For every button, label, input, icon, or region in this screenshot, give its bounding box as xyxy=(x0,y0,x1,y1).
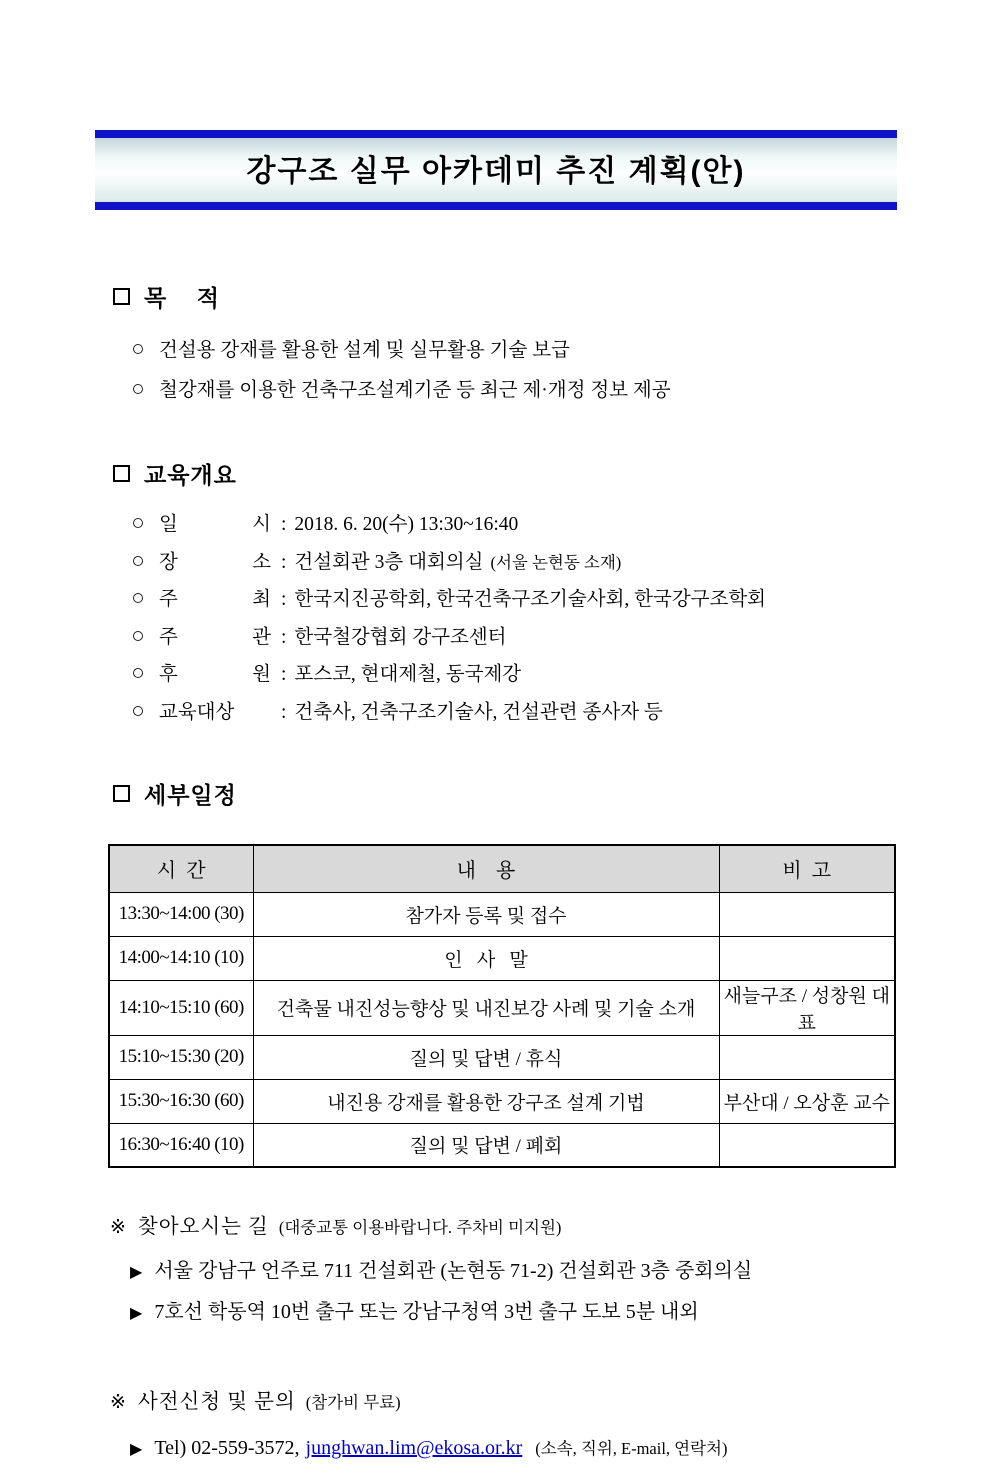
kv-value: 2018. 6. 20(수) 13:30~16:40 xyxy=(294,514,519,535)
schedule-remark xyxy=(719,892,895,936)
kv-colon: : xyxy=(281,626,287,648)
directions-title: 찾아오시는 길 xyxy=(137,1216,269,1238)
section-directions xyxy=(110,1210,897,1333)
kv-colon: : xyxy=(281,551,287,573)
schedule-time: 16:30~16:40 (10) xyxy=(109,1123,253,1167)
kv-value: 한국철강협회 강구조센터 xyxy=(294,626,507,648)
list-item xyxy=(133,331,897,371)
kv-colon: : xyxy=(281,514,287,535)
circle-bullet-icon xyxy=(133,344,143,354)
circle-bullet-icon xyxy=(133,518,143,528)
kv-label-part: 원 xyxy=(252,664,271,685)
schedule-content: 참가자 등록 및 접수 xyxy=(253,892,719,936)
section-overview xyxy=(95,457,897,731)
schedule-col-content: 내 용 xyxy=(253,845,719,892)
reference-mark-icon: ※ xyxy=(110,1392,126,1413)
schedule-content: 건축물 내진성능향상 및 내진보강 사례 및 기술 소개 xyxy=(253,980,719,1035)
schedule-time: 14:00~14:10 (10) xyxy=(109,936,253,980)
kv-label-part: 최 xyxy=(252,589,271,610)
schedule-table xyxy=(108,844,896,1168)
schedule-remark xyxy=(719,1123,895,1167)
contact-note: (참가비 무료) xyxy=(305,1393,401,1412)
square-bullet-icon xyxy=(113,785,130,802)
purpose-heading-label: 목 적 xyxy=(144,285,220,311)
square-bullet-icon xyxy=(113,288,130,305)
square-bullet-icon xyxy=(113,465,130,482)
purpose-list xyxy=(133,331,897,411)
schedule-col-remark: 비 고 xyxy=(719,845,895,892)
contact-tel-line xyxy=(130,1428,897,1469)
table-row xyxy=(109,980,895,1035)
table-row xyxy=(109,1035,895,1079)
circle-bullet-icon xyxy=(133,706,143,716)
kv-value: 포스코, 현대제철, 동국제강 xyxy=(294,664,522,685)
list-item xyxy=(130,1251,897,1292)
list-item xyxy=(130,1292,897,1333)
kv-label-part: 소 xyxy=(252,551,271,573)
list-item xyxy=(133,371,897,411)
contact-tel: Tel) 02-559-3572, xyxy=(154,1437,300,1459)
overview-row-host xyxy=(133,581,897,619)
directions-list xyxy=(130,1251,897,1333)
circle-bullet-icon xyxy=(133,593,143,603)
schedule-time: 13:30~14:00 (30) xyxy=(109,892,253,936)
kv-label-part: 장 xyxy=(159,551,178,573)
page-title: 강구조 실무 아카데미 추진 계획(안) xyxy=(246,155,746,188)
schedule-time: 14:10~15:10 (60) xyxy=(109,980,253,1035)
section-contact xyxy=(110,1385,897,1469)
directions-item-text: 7호선 학동역 10번 출구 또는 강남구청역 3번 출구 도보 5분 내외 xyxy=(154,1301,699,1323)
overview-row-organizer xyxy=(133,619,897,657)
triangle-pointer-icon: ▶ xyxy=(130,1262,143,1281)
directions-heading xyxy=(110,1210,897,1245)
table-row xyxy=(109,892,895,936)
section-purpose xyxy=(95,280,897,411)
kv-label-part: 후 xyxy=(159,664,178,685)
table-row xyxy=(109,936,895,980)
circle-bullet-icon xyxy=(133,631,143,641)
schedule-content: 질의 및 답변 / 휴식 xyxy=(253,1035,719,1079)
kv-colon: : xyxy=(281,589,287,610)
kv-label-part: 시 xyxy=(252,514,271,535)
purpose-heading xyxy=(113,280,897,313)
schedule-remark xyxy=(719,936,895,980)
overview-row-place xyxy=(133,544,897,582)
circle-bullet-icon xyxy=(133,384,143,394)
table-row xyxy=(109,1123,895,1167)
schedule-time: 15:30~16:30 (60) xyxy=(109,1079,253,1123)
overview-row-sponsor xyxy=(133,656,897,694)
kv-colon: : xyxy=(281,664,287,685)
kv-colon: : xyxy=(281,701,287,723)
schedule-remark: 부산대 / 오상훈 교수 xyxy=(719,1079,895,1123)
schedule-time: 15:10~15:30 (20) xyxy=(109,1035,253,1079)
schedule-content: 내진용 강재를 활용한 강구조 설계 기법 xyxy=(253,1079,719,1123)
triangle-pointer-icon: ▶ xyxy=(130,1303,143,1322)
overview-list xyxy=(133,506,897,731)
purpose-item-text: 철강재를 이용한 건축구조설계기준 등 최근 제·개정 정보 제공 xyxy=(159,380,671,401)
schedule-remark xyxy=(719,1035,895,1079)
triangle-pointer-icon: ▶ xyxy=(130,1439,143,1458)
schedule-heading xyxy=(113,777,897,810)
table-header-row xyxy=(109,845,895,892)
kv-label-part: 교육대상 xyxy=(159,701,235,723)
kv-value: 건축사, 건축구조기술사, 건설관련 종사자 등 xyxy=(294,701,663,723)
circle-bullet-icon xyxy=(133,556,143,566)
schedule-col-time: 시 간 xyxy=(109,845,253,892)
contact-heading xyxy=(110,1385,897,1420)
contact-title: 사전신청 및 문의 xyxy=(137,1391,296,1413)
email-link[interactable]: junghwan.lim@ekosa.or.kr xyxy=(305,1437,523,1459)
overview-row-date xyxy=(133,506,897,544)
kv-label-part: 주 xyxy=(159,589,178,610)
title-banner xyxy=(95,130,897,210)
overview-row-audience xyxy=(133,694,897,732)
kv-label-part: 일 xyxy=(159,514,178,535)
schedule-content: 질의 및 답변 / 폐회 xyxy=(253,1123,719,1167)
kv-label-part: 주 xyxy=(159,626,178,648)
directions-item-text: 서울 강남구 언주로 711 건설회관 (논현동 71-2) 건설회관 3층 중회의실 xyxy=(154,1260,753,1282)
reference-mark-icon: ※ xyxy=(110,1217,126,1238)
kv-value: 건설회관 3층 대회의실 xyxy=(294,551,484,573)
contact-email-note: (소속, 직위, E-mail, 연락처) xyxy=(535,1439,728,1458)
kv-value: 한국지진공학회, 한국건축구조기술사회, 한국강구조학회 xyxy=(294,589,767,610)
overview-heading xyxy=(113,457,897,490)
circle-bullet-icon xyxy=(133,668,143,678)
purpose-item-text: 건설용 강재를 활용한 설계 및 실무활용 기술 보급 xyxy=(159,340,570,361)
section-schedule xyxy=(95,777,897,1168)
schedule-heading-label: 세부일정 xyxy=(144,782,237,808)
schedule-content: 인 사 말 xyxy=(253,936,719,980)
kv-note: (서울 논현동 소재) xyxy=(490,552,622,572)
directions-note: (대중교통 이용바랍니다. 주차비 미지원) xyxy=(278,1218,562,1237)
schedule-remark: 새늘구조 / 성창원 대표 xyxy=(719,980,895,1035)
table-row xyxy=(109,1079,895,1123)
kv-label-part: 관 xyxy=(252,626,271,648)
overview-heading-label: 교육개요 xyxy=(144,462,237,488)
